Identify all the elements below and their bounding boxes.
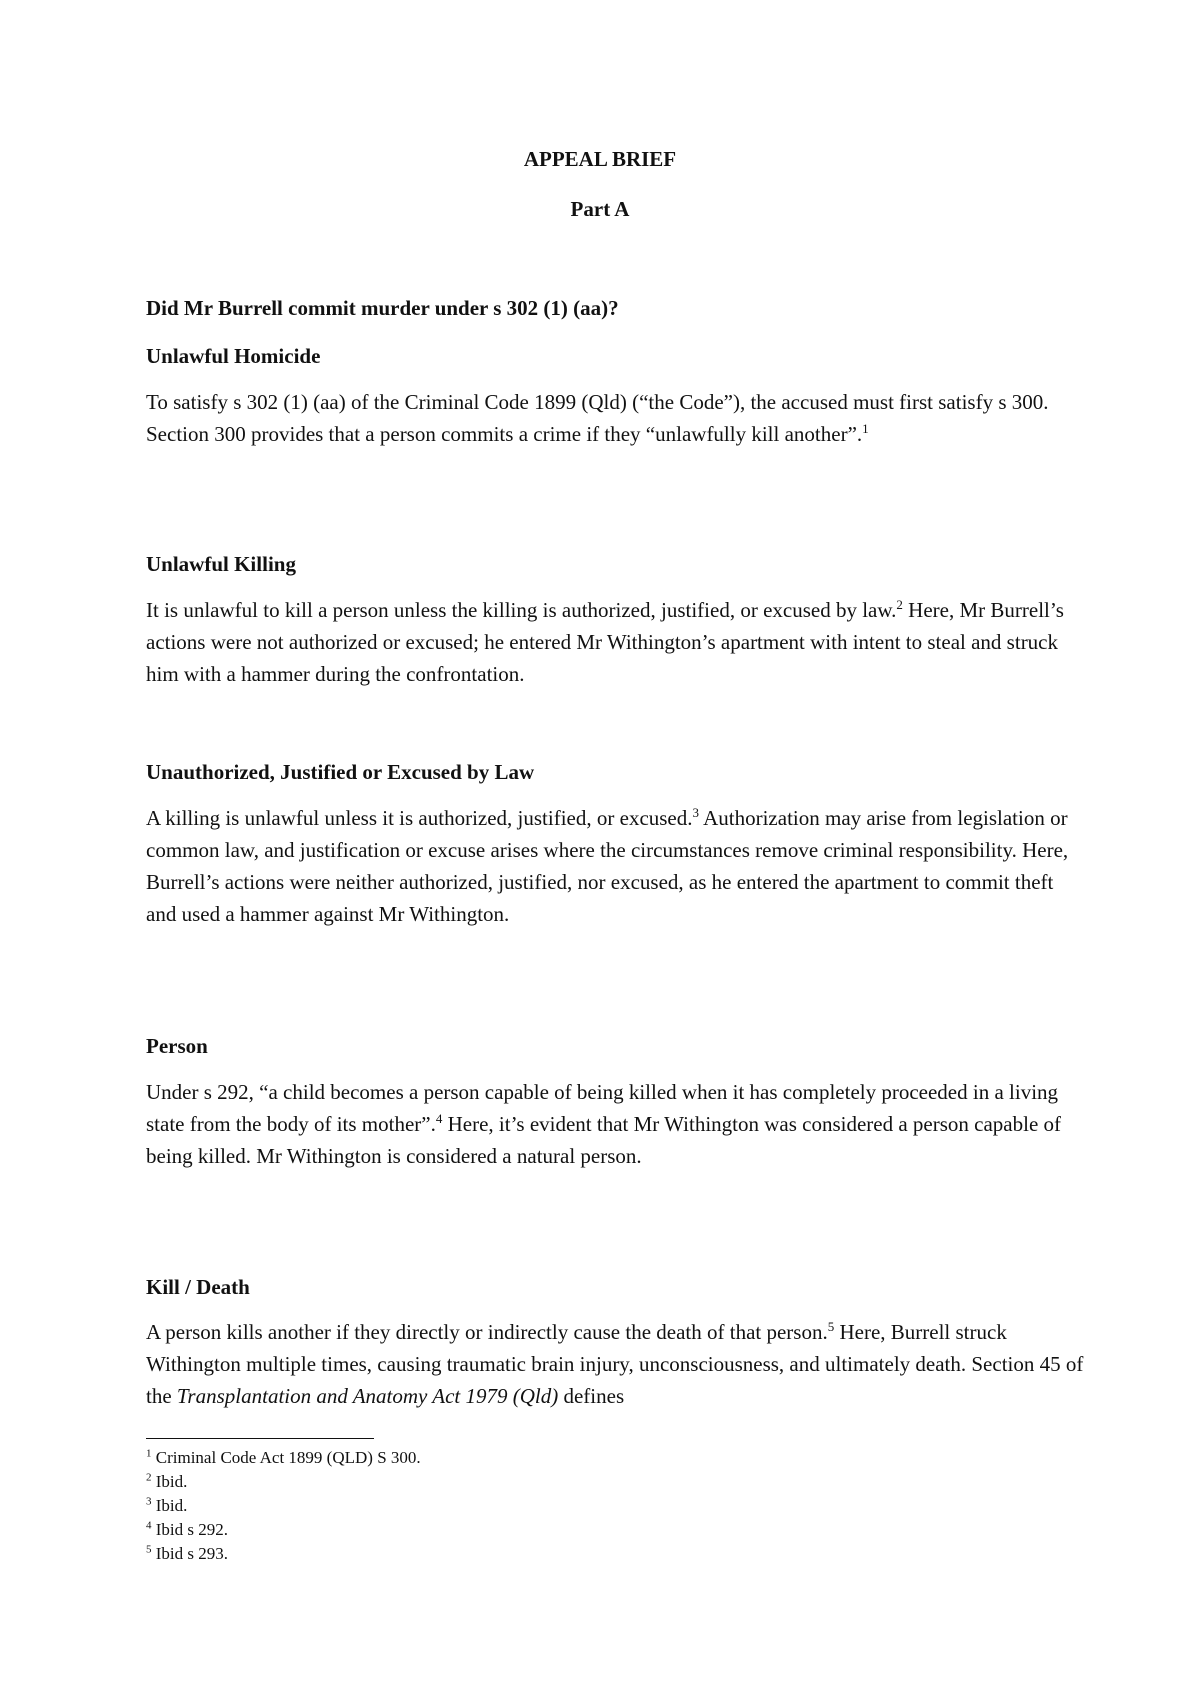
footnote-ref: 3	[692, 805, 700, 820]
question-heading: Did Mr Burrell commit murder under s 302 (1) (aa)?	[146, 296, 619, 320]
section-paragraph: A person kills another if they directly or indirectly cause the death of that person.$^5$ Here, Burrell struck Withington multiple times, causing traumatic brain injury, unconsciousness, and ultimately death. Section 45 of the Transplantation and Anatomy Act 1979 (Qld) defines	[146, 1319, 1084, 1408]
section-heading: Unlawful Homicide	[146, 344, 321, 368]
section-heading: Person	[146, 1034, 208, 1058]
section-paragraph: A killing is unlawful unless it is authorized, justified, or excused.$^3$ Authorization may arise from legislation or common law, and justification or excuse arises where the circumstances remove criminal responsibility. Here, Burrell’s actions were neither authorized, justified, nor excused, as he entered the apartment to commit theft and used a hammer against Mr Withington.	[146, 805, 1069, 926]
footnote-ref: 2	[896, 597, 903, 612]
footnote-ref: 4	[435, 1111, 443, 1126]
section-paragraph: To satisfy s 302 (1) (aa) of the Criminal Code 1899 (Qld) (“the Code”), the accused must first satisfy s 300. Section 300 provides that a person commits a crime if they “unlawfully kill another”.$^1$	[146, 390, 1049, 446]
footnote-ref: 5	[827, 1319, 835, 1334]
section-heading: Unlawful Killing	[146, 552, 296, 576]
footnote: $^3$ Ibid.	[146, 1495, 188, 1515]
footnote: $^2$ Ibid.	[146, 1471, 188, 1491]
footnote: $^5$ Ibid s 293.	[146, 1543, 228, 1563]
footnote-ref: 1	[862, 421, 869, 436]
footnote: $^4$ Ibid s 292.	[146, 1519, 228, 1539]
section-heading: Kill / Death	[146, 1275, 250, 1299]
section-heading: Unauthorized, Justified or Excused by Law	[146, 760, 535, 784]
part-label: Part A	[570, 197, 630, 221]
footnote-divider	[146, 1438, 374, 1439]
section-paragraph: It is unlawful to kill a person unless the killing is authorized, justified, or excused by law.$^2$ Here, Mr Burrell’s actions were not authorized or excused; he entered Mr Withington’s apartment with intent to steal and struck him with a hammer during the confrontation.	[146, 597, 1064, 686]
document-title: APPEAL BRIEF	[523, 147, 677, 171]
footnote: $^1$ Criminal Code Act 1899 (QLD) S 300.	[146, 1447, 421, 1467]
section-paragraph: Under s 292, “a child becomes a person capable of being killed when it has completely proceeded in a living state from the body of its mother”.$^4$ Here, it’s evident that Mr Withington was considered a person capable of being killed. Mr Withington is considered a natural person.	[146, 1080, 1062, 1168]
